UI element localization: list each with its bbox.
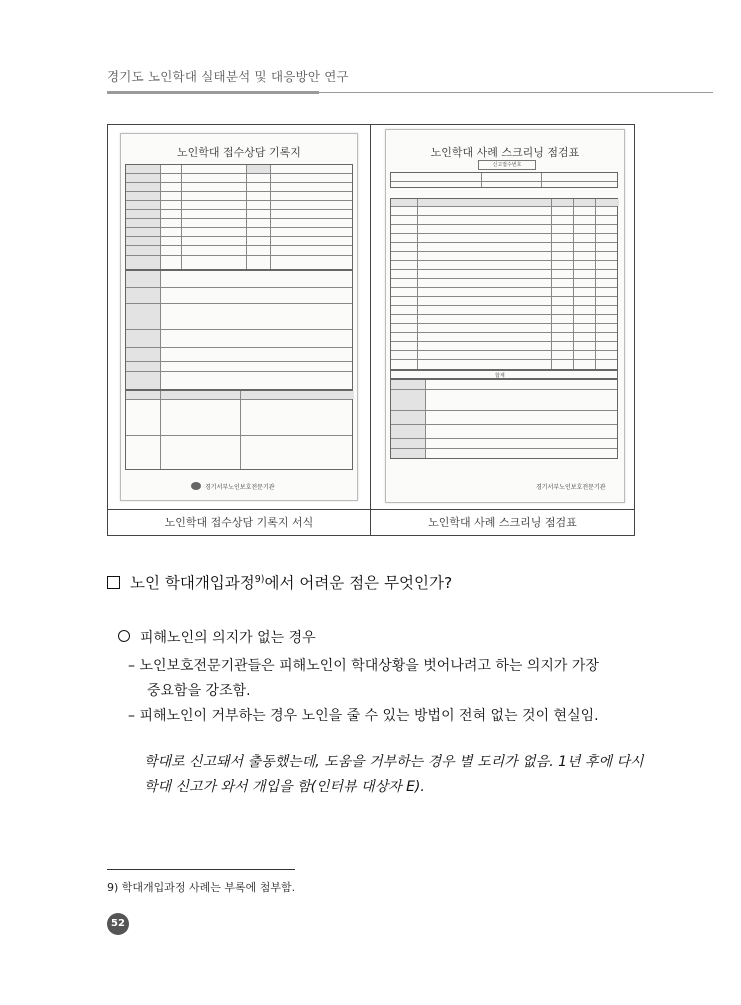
subsection-heading: [118, 627, 316, 647]
figure-cell-right: [371, 125, 634, 509]
footnote: 9) 학대개입과정 사례는 부록에 첨부함.: [107, 881, 296, 894]
circle-bullet-icon: [118, 630, 130, 642]
figure-table: [107, 124, 635, 536]
screening-form-grid-bottom: [390, 379, 618, 459]
caption-right: 노인학대 사례 스크리닝 점검표: [428, 516, 577, 529]
screening-form-subtitle: 신고접수번호: [478, 160, 536, 170]
square-bullet-icon: [107, 576, 120, 589]
footnote-rule: [107, 869, 295, 870]
dash-item-2-text: 피해노인이 거부하는 경우 노인을 줄 수 있는 방법이 전혀 없는 것이 현실임.: [139, 708, 599, 724]
screening-form-grid-top: [390, 172, 618, 188]
running-header: 경기도 노인학대 실태분석 및 대응방안 연구: [107, 69, 349, 84]
dash-item-1-text: 노인보호전문기관들은 피해노인이 학대상황을 벗어나려고 하는 의지가 가장: [139, 658, 599, 674]
screening-form-image: [385, 129, 625, 503]
screening-form-footer: 경기서부노인보호전문기관: [536, 484, 606, 491]
figure-cell-left: [108, 125, 371, 509]
question-text-tail: 에서 어려운 점은 무엇인가?: [264, 574, 453, 592]
intake-form-title: 노인학대 접수상담 기록지: [177, 146, 301, 159]
screening-total-row: [390, 370, 618, 379]
agency-logo-mark: [191, 482, 201, 490]
intake-form-grid-mid: [125, 270, 353, 390]
intake-form-image: [120, 133, 358, 501]
footnote-ref: 9): [254, 573, 265, 585]
interview-quote-line-1: 학대로 신고돼서 출동했는데, 도움을 거부하는 경우 별 도리가 없음. 1년 후에 다시: [144, 754, 644, 770]
section-question: [107, 571, 452, 593]
interview-quote-line-2: 학대 신고가 와서 개입을 함(인터뷰 대상자 E).: [144, 779, 425, 795]
intake-form-grid-bottom: [125, 390, 353, 470]
screening-form-checklist: [390, 198, 618, 370]
caption-left: 노인학대 접수상담 기록지 서식: [108, 510, 371, 536]
page-number: 52: [107, 913, 129, 935]
question-text: 노인 학대개입과정: [130, 574, 255, 592]
dash-item-1-continued: 중요함을 강조함.: [147, 683, 251, 699]
dash-item-2: – 피해노인이 거부하는 경우 노인을 줄 수 있는 방법이 전혀 없는 것이 현실임.: [128, 708, 599, 724]
screening-form-title: 노인학대 사례 스크리닝 점검표: [430, 146, 580, 159]
caption-row: [108, 509, 634, 536]
intake-form-logo: 경기서부노인보호전문기관: [205, 484, 275, 491]
dash-item-1: – 노인보호전문기관들은 피해노인이 학대상황을 벗어나려고 하는 의지가 가장: [128, 658, 599, 674]
screening-total-label: 합계: [495, 373, 505, 379]
subsection-heading-text: 피해노인의 의지가 없는 경우: [140, 630, 316, 646]
header-rule-thin: [319, 92, 713, 93]
intake-form-grid-top: [125, 164, 353, 270]
header-rule-thick: [107, 91, 319, 94]
